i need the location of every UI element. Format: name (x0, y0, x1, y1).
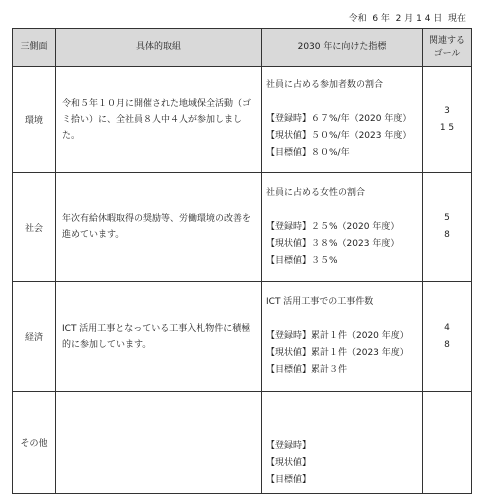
header-indicator: 2030 年に向けた指標 (262, 29, 423, 67)
initiative-text: 年次有給休暇取得の奨励等、労働環境の改善を進めています。 (62, 214, 252, 240)
indicator-current: 【現状値】３８%（2023 年度） (266, 238, 400, 249)
indicator-current: 【現状値】累計１件（2023 年度） (266, 348, 409, 358)
indicator-title: 社員に占める参加者数の割合 (266, 80, 384, 90)
indicator-baseline: 【登録時】６７%/年（2020 年度） (266, 114, 412, 124)
initiative-text: ICT 活用工事となっている工事入札物件に積極的に参加しています。 (62, 323, 251, 350)
report-date: 令和 6 年 2 月 1 4 日 現在 (348, 14, 466, 24)
goal-cell (423, 392, 472, 494)
indicator-current: 【現状値】５０%/年（2023 年度） (266, 131, 412, 141)
indicator-target: 【目標値】 (266, 475, 312, 485)
goal-number: 3 (444, 105, 450, 116)
aspect-cell: その他 (13, 392, 56, 494)
sdgs-table (12, 28, 472, 494)
indicator-target: 【目標値】累計３件 (266, 365, 348, 375)
indicator-target: 【目標値】３５% (266, 255, 338, 266)
indicator-title: ICT 活用工事での工事件数 (266, 297, 374, 307)
aspect-cell: 環境 (13, 67, 56, 173)
header-aspect: 三側面 (13, 29, 56, 67)
indicator-target: 【目標値】８０%/年 (266, 148, 350, 158)
goal-number: 8 (444, 339, 450, 350)
goal-number: 1 5 (439, 122, 455, 133)
header-goal: 関連する ゴール (423, 29, 472, 67)
indicator-title: 社員に占める女性の割合 (266, 187, 366, 198)
goal-number: 4 (444, 322, 450, 333)
goal-number: 5 (444, 213, 450, 223)
initiative-text: 令和５年１０月に開催された地域保全活動（ゴミ拾い）に、全社員８人中４人が参加しました。 (62, 98, 252, 141)
indicator-current: 【現状値】 (266, 458, 312, 468)
table-row (13, 392, 472, 494)
indicator-baseline: 【登録時】累計１件（2020 年度） (266, 331, 409, 341)
aspect-cell: 経済 (13, 282, 56, 392)
goal-number: 8 (444, 230, 450, 240)
header-initiative: 具体的取組 (56, 29, 262, 67)
indicator-baseline: 【登録時】２５%（2020 年度） (266, 221, 400, 232)
table-header-row (13, 29, 472, 67)
table-row (13, 282, 472, 392)
table-row (13, 173, 472, 282)
indicator-baseline: 【登録時】 (266, 441, 312, 451)
table-row (13, 67, 472, 173)
aspect-cell: 社会 (13, 173, 56, 282)
